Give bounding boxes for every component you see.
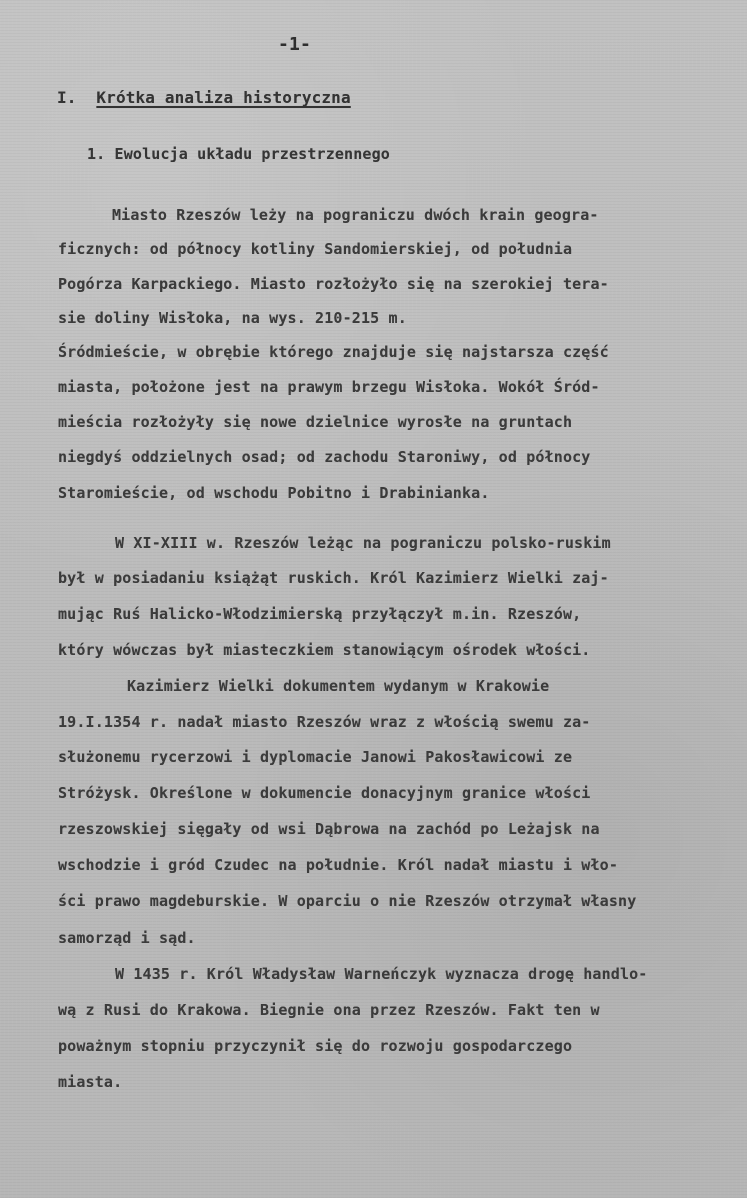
text-line: mieścia rozłożyły się nowe dzielnice wyrosłe na gruntach [58, 413, 573, 431]
text-line: niegdyś oddzielnych osad; od zachodu Staroniwy, od północy [58, 448, 591, 466]
text-line: Pogórza Karpackiego. Miasto rozłożyło się na szerokiej tera- [58, 275, 609, 293]
text-line: który wówczas był miasteczkiem stanowiącym ośrodek włości. [58, 641, 591, 659]
section-title: Krótka analiza historyczna [96, 88, 351, 107]
text-line: samorząd i sąd. [58, 929, 196, 947]
text-line: ficznych: od północy kotliny Sandomierskiej, od południa [58, 240, 573, 258]
page-number: -1- [278, 34, 311, 55]
text-line: poważnym stopniu przyczynił się do rozwoju gospodarczego [58, 1037, 573, 1055]
text-line: ści prawo magdeburskie. W oparciu o nie Rzeszów otrzymał własny [58, 892, 637, 910]
text-line: Stróżysk. Określone w dokumencie donacyjnym granice włości [58, 784, 591, 802]
text-line: wą z Rusi do Krakowa. Biegnie ona przez Rzeszów. Fakt ten w [58, 1001, 600, 1019]
text-line: wschodzie i gród Czudec na południe. Król nadał miastu i wło- [58, 856, 619, 874]
section-number: I. [57, 88, 77, 107]
text-line: miasta. [58, 1073, 123, 1091]
text-line: mując Ruś Halicko-Włodzimierską przyłączył m.in. Rzeszów, [58, 605, 582, 623]
text-line: W XI-XIII w. Rzeszów leżąc na pograniczu polsko-ruskim [115, 534, 611, 552]
text-line: Miasto Rzeszów leży na pograniczu dwóch krain geogra- [112, 206, 599, 224]
text-line: Kazimierz Wielki dokumentem wydanym w Krakowie [127, 677, 550, 695]
subsection-title: 1. Ewolucja układu przestrzennego [87, 145, 390, 163]
text-line: W 1435 r. Król Władysław Warneńczyk wyznacza drogę handlo- [115, 965, 648, 983]
text-line: sie doliny Wisłoka, na wys. 210-215 m. [58, 309, 407, 327]
text-line: 19.I.1354 r. nadał miasto Rzeszów wraz z włością swemu za- [58, 713, 591, 731]
section-heading [57, 88, 351, 107]
text-line: miasta, położone jest na prawym brzegu Wisłoka. Wokół Śród- [58, 378, 600, 396]
text-line: Śródmieście, w obrębie którego znajduje się najstarsza część [58, 343, 609, 361]
text-line: służonemu rycerzowi i dyplomacie Janowi Pakosławicowi ze [58, 748, 573, 766]
text-line: rzeszowskiej sięgały od wsi Dąbrowa na zachód po Leżajsk na [58, 820, 600, 838]
text-line: Staromieście, od wschodu Pobitno i Drabinianka. [58, 484, 490, 502]
text-line: był w posiadaniu książąt ruskich. Król Kazimierz Wielki zaj- [58, 569, 609, 587]
